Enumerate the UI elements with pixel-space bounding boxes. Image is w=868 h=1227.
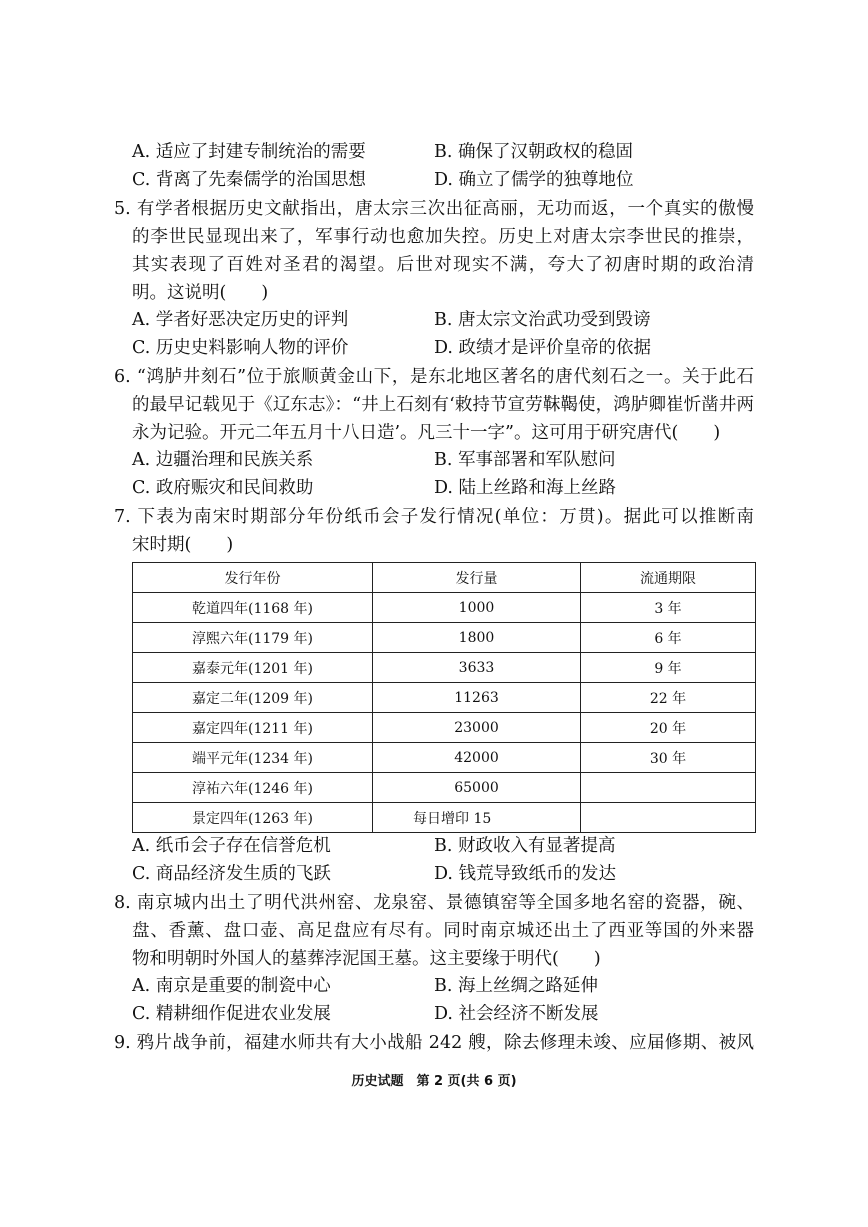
table-cell-period: 3 年 — [581, 593, 756, 623]
q8-stem-line3: 物和明朝时外国人的墓葬浡泥国王墓。这主要缘于明代( ) — [132, 949, 601, 969]
q8-option-d: D. 社会经济不断发展 — [434, 1004, 599, 1024]
q8-option-b: B. 海上丝绸之路延伸 — [434, 976, 598, 996]
table-cell-amount: 每日增印 15 — [373, 803, 581, 833]
q6-option-d: D. 陆上丝路和海上丝路 — [434, 478, 617, 498]
table-cell-period: 22 年 — [581, 683, 756, 713]
q6-option-b: B. 军事部署和军队慰问 — [434, 450, 616, 470]
q7-stem-line1: 7. 下表为南宋时期部分年份纸币会子发行情况(单位：万贯)。据此可以推断南 — [114, 507, 754, 527]
q5-option-c: C. 历史史料影响人物的评价 — [132, 338, 349, 358]
q8-stem-line1: 8. 南京城内出土了明代洪州窑、龙泉窑、景德镇窑等全国多地名窑的瓷器，碗、 — [114, 893, 754, 913]
q8-option-c: C. 精耕细作促进农业发展 — [132, 1004, 331, 1024]
q6-stem-line1: 6. “鸿胪井刻石”位于旅顺黄金山下，是东北地区著名的唐代刻石之一。关于此石 — [114, 367, 754, 387]
q4-option-a: A. 适应了封建专制统治的需要 — [132, 142, 366, 162]
q5-option-d: D. 政绩才是评价皇帝的依据 — [434, 338, 652, 358]
table-cell-year: 淳祐六年(1246 年) — [133, 773, 373, 803]
table-cell-amount: 1000 — [373, 593, 581, 623]
table-header-cell: 流通期限 — [581, 563, 756, 593]
table-cell-year: 淳熙六年(1179 年) — [133, 623, 373, 653]
q6-stem-line2: 的最早记载见于《辽东志》：“井上石刻有‘敕持节宣劳靺鞨使，鸿胪卿崔忻凿井两 — [132, 395, 754, 415]
table-row — [133, 713, 756, 743]
table-cell-period — [581, 773, 756, 803]
table-row — [133, 593, 756, 623]
table-row — [133, 653, 756, 683]
table-cell-period — [581, 803, 756, 833]
table-cell-period: 20 年 — [581, 713, 756, 743]
table-cell-year: 景定四年(1263 年) — [133, 803, 373, 833]
q4-option-c: C. 背离了先秦儒学的治国思想 — [132, 170, 366, 190]
q5-stem-line4: 明。这说明( ) — [132, 283, 269, 303]
table-header-cell: 发行年份 — [133, 563, 373, 593]
table-cell-amount: 3633 — [373, 653, 581, 683]
table-cell-amount: 65000 — [373, 773, 581, 803]
table-cell-year: 端平元年(1234 年) — [133, 743, 373, 773]
q6-option-a: A. 边疆治理和民族关系 — [132, 450, 314, 470]
table-row — [133, 683, 756, 713]
q6-option-c: C. 政府赈灾和民间救助 — [132, 478, 314, 498]
q4-option-b: B. 确保了汉朝政权的稳固 — [434, 142, 633, 162]
page-footer: 历史试题 第 2 页(共 6 页) — [351, 1074, 517, 1089]
q7-option-d: D. 钱荒导致纸币的发达 — [434, 864, 617, 884]
q9-stem-line1: 9. 鸦片战争前，福建水师共有大小战船 242 艘，除去修理未竣、应届修期、被风 — [114, 1033, 754, 1053]
q8-stem-line2: 盘、香薰、盘口壶、高足盘应有尽有。同时南京城还出土了西亚等国的外来器 — [132, 921, 754, 941]
q5-option-a: A. 学者好恶决定历史的评判 — [132, 310, 349, 330]
table-row — [133, 773, 756, 803]
q6-stem-line3: 永为记验。开元二年五月十八日造’。凡三十一字”。这可用于研究唐代( ) — [132, 423, 721, 443]
table-cell-amount: 42000 — [373, 743, 581, 773]
table-cell-amount: 1800 — [373, 623, 581, 653]
table-cell-year: 乾道四年(1168 年) — [133, 593, 373, 623]
q7-option-c: C. 商品经济发生质的飞跃 — [132, 864, 331, 884]
table-cell-amount: 23000 — [373, 713, 581, 743]
q5-stem-line2: 的李世民显现出来了，军事行动也愈加失控。历史上对唐太宗李世民的推崇， — [132, 227, 754, 247]
table-cell-period: 9 年 — [581, 653, 756, 683]
q7-option-b: B. 财政收入有显著提高 — [434, 836, 616, 856]
table-header-row — [133, 563, 756, 593]
q5-stem-line1: 5. 有学者根据历史文献指出，唐太宗三次出征高丽，无功而返，一个真实的傲慢 — [114, 199, 754, 219]
paper-money-table — [132, 562, 756, 833]
table-cell-period: 30 年 — [581, 743, 756, 773]
table-cell-year: 嘉定二年(1209 年) — [133, 683, 373, 713]
q5-option-b: B. 唐太宗文治武功受到毁谤 — [434, 310, 651, 330]
q7-stem-line2: 宋时期( ) — [132, 535, 234, 555]
table-row — [133, 803, 756, 833]
q5-stem-line3: 其实表现了百姓对圣君的渴望。后世对现实不满，夸大了初唐时期的政治清 — [132, 255, 754, 275]
table-cell-year: 嘉泰元年(1201 年) — [133, 653, 373, 683]
q7-option-a: A. 纸币会子存在信誉危机 — [132, 836, 331, 856]
table-cell-period: 6 年 — [581, 623, 756, 653]
q8-option-a: A. 南京是重要的制瓷中心 — [132, 976, 331, 996]
table-header-cell: 发行量 — [373, 563, 581, 593]
table-cell-amount: 11263 — [373, 683, 581, 713]
table-row — [133, 623, 756, 653]
q4-option-d: D. 确立了儒学的独尊地位 — [434, 170, 634, 190]
table-row — [133, 743, 756, 773]
table-cell-year: 嘉定四年(1211 年) — [133, 713, 373, 743]
